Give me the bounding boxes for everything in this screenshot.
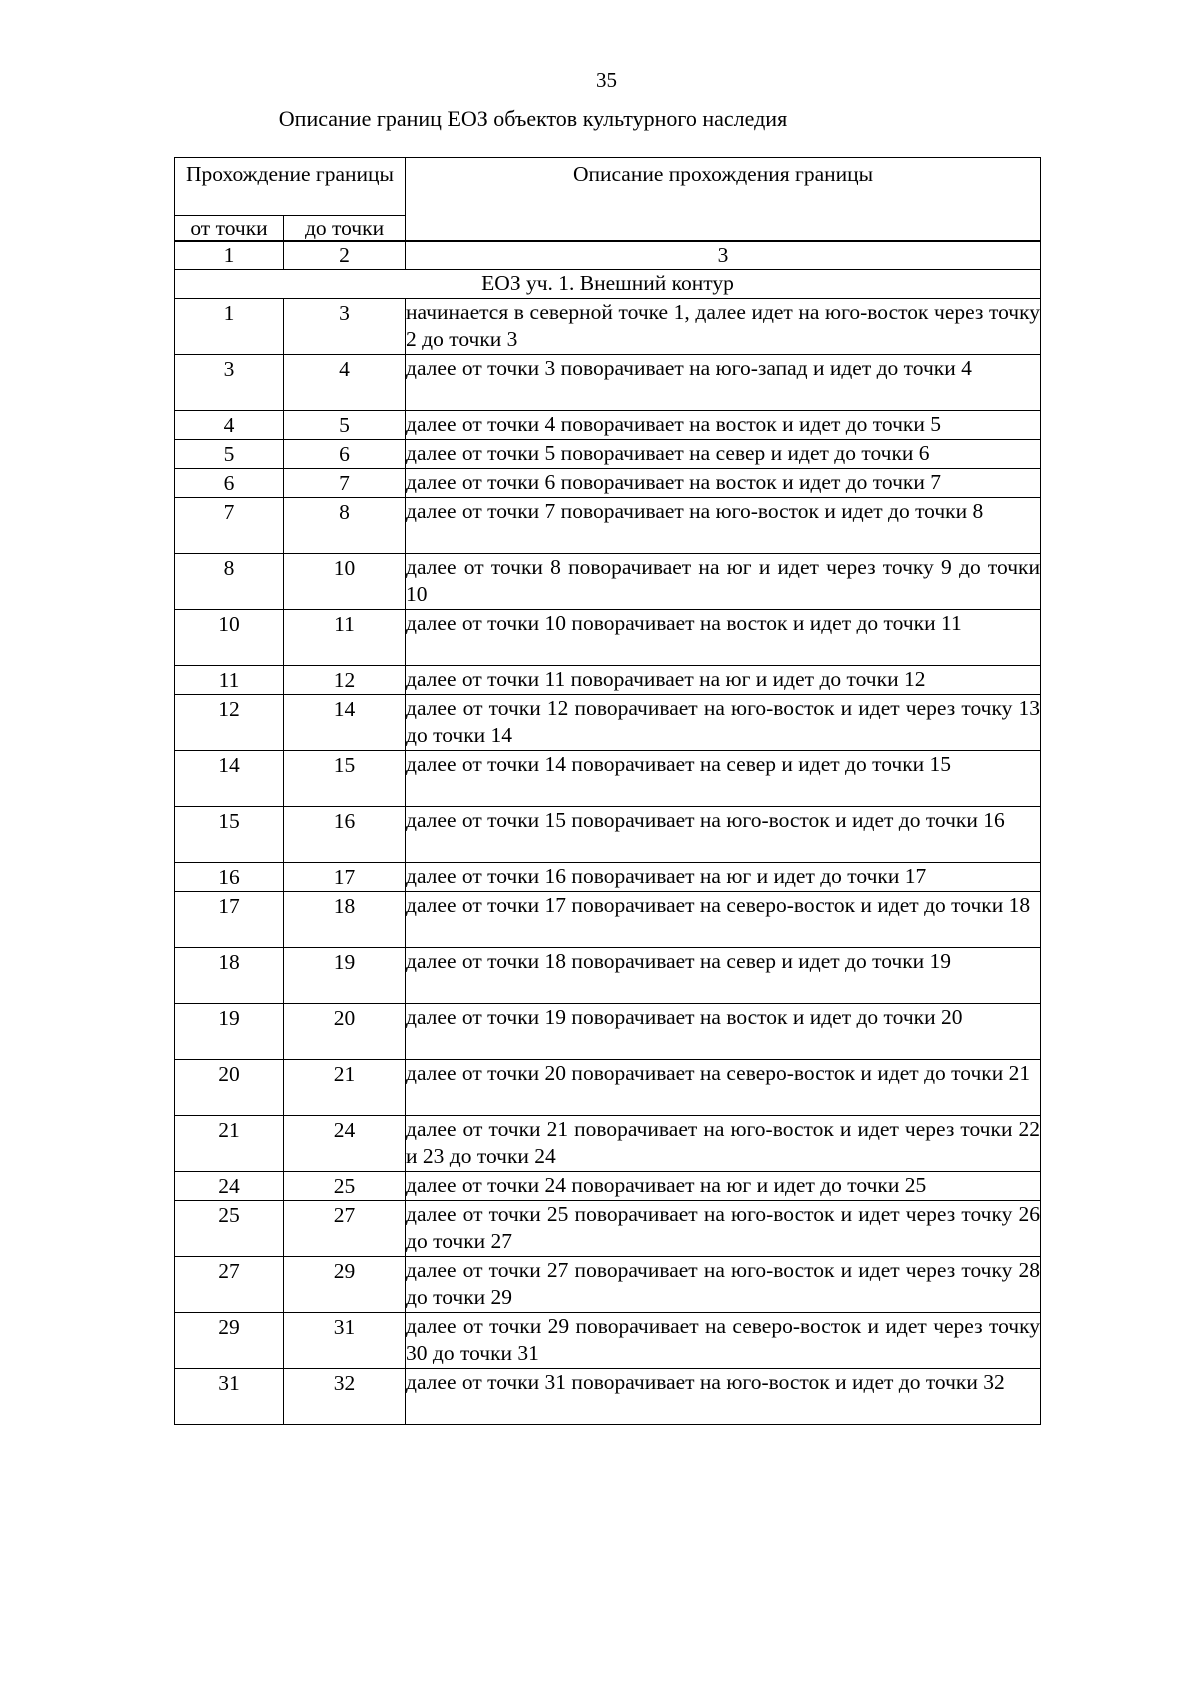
to-point-cell: 25 xyxy=(284,1172,406,1201)
to-point-cell: 31 xyxy=(284,1313,406,1369)
description-cell: далее от точки 4 поворачивает на восток и идет до точки 5 xyxy=(406,411,1041,440)
document-title: Описание границ ЕОЗ объектов культурного наследия xyxy=(278,106,788,131)
from-point-cell: 8 xyxy=(175,554,284,610)
from-point-cell: 15 xyxy=(175,807,284,863)
description-cell: далее от точки 6 поворачивает на восток и идет до точки 7 xyxy=(406,469,1041,498)
table-row xyxy=(175,469,1041,498)
to-point-cell: 15 xyxy=(284,751,406,807)
to-point-cell: 24 xyxy=(284,1116,406,1172)
to-point-cell: 16 xyxy=(284,807,406,863)
description-cell: далее от точки 19 поворачивает на восток и идет до точки 20 xyxy=(406,1004,1041,1060)
description-cell: далее от точки 15 поворачивает на юго-восток и идет до точки 16 xyxy=(406,807,1041,863)
column-number-row xyxy=(175,241,1041,270)
table-row xyxy=(175,863,1041,892)
description-cell: далее от точки 3 поворачивает на юго-запад и идет до точки 4 xyxy=(406,355,1041,411)
from-point-cell: 5 xyxy=(175,440,284,469)
from-point-cell: 1 xyxy=(175,299,284,355)
table-row xyxy=(175,1060,1041,1116)
to-point-cell: 4 xyxy=(284,355,406,411)
from-point-cell: 31 xyxy=(175,1369,284,1425)
from-point-cell: 18 xyxy=(175,948,284,1004)
description-cell: далее от точки 25 поворачивает на юго-восток и идет через точку 26 до точки 27 xyxy=(406,1201,1041,1257)
from-point-cell: 24 xyxy=(175,1172,284,1201)
to-point-cell: 14 xyxy=(284,695,406,751)
boundary-table xyxy=(174,157,1041,1425)
from-point-cell: 29 xyxy=(175,1313,284,1369)
table-header-row xyxy=(175,158,1041,216)
to-point-cell: 10 xyxy=(284,554,406,610)
from-point-cell: 16 xyxy=(175,863,284,892)
description-cell: далее от точки 31 поворачивает на юго-восток и идет до точки 32 xyxy=(406,1369,1041,1425)
from-point-cell: 7 xyxy=(175,498,284,554)
table-row xyxy=(175,299,1041,355)
from-point-cell: 19 xyxy=(175,1004,284,1060)
header-description: Описание прохождения границы xyxy=(406,158,1041,242)
description-cell: далее от точки 10 поворачивает на восток и идет до точки 11 xyxy=(406,610,1041,666)
from-point-cell: 17 xyxy=(175,892,284,948)
to-point-cell: 18 xyxy=(284,892,406,948)
page-number: 35 xyxy=(596,68,617,92)
to-point-cell: 32 xyxy=(284,1369,406,1425)
group-row xyxy=(175,270,1041,299)
to-point-cell: 17 xyxy=(284,863,406,892)
table-row xyxy=(175,695,1041,751)
description-cell: далее от точки 7 поворачивает на юго-восток и идет до точки 8 xyxy=(406,498,1041,554)
description-cell: далее от точки 20 поворачивает на северо-восток и идет до точки 21 xyxy=(406,1060,1041,1116)
from-point-cell: 3 xyxy=(175,355,284,411)
table-row xyxy=(175,1172,1041,1201)
to-point-cell: 7 xyxy=(284,469,406,498)
to-point-cell: 12 xyxy=(284,666,406,695)
description-cell: начинается в северной точке 1, далее идет на юго-восток через точку 2 до точки 3 xyxy=(406,299,1041,355)
table-row xyxy=(175,440,1041,469)
from-point-cell: 14 xyxy=(175,751,284,807)
from-point-cell: 20 xyxy=(175,1060,284,1116)
description-cell: далее от точки 29 поворачивает на северо-восток и идет через точку 30 до точки 31 xyxy=(406,1313,1041,1369)
from-point-cell: 12 xyxy=(175,695,284,751)
description-cell: далее от точки 21 поворачивает на юго-восток и идет через точки 22 и 23 до точки 24 xyxy=(406,1116,1041,1172)
description-cell: далее от точки 8 поворачивает на юг и идет через точку 9 до точки 10 xyxy=(406,554,1041,610)
header-passage: Прохождение границы xyxy=(175,158,406,216)
table-row xyxy=(175,1369,1041,1425)
table-row xyxy=(175,1004,1041,1060)
from-point-cell: 4 xyxy=(175,411,284,440)
table-row xyxy=(175,498,1041,554)
to-point-cell: 20 xyxy=(284,1004,406,1060)
table-row xyxy=(175,892,1041,948)
to-point-cell: 27 xyxy=(284,1201,406,1257)
column-number: 2 xyxy=(284,241,406,270)
to-point-cell: 6 xyxy=(284,440,406,469)
table-row xyxy=(175,355,1041,411)
to-point-cell: 21 xyxy=(284,1060,406,1116)
to-point-cell: 29 xyxy=(284,1257,406,1313)
description-cell: далее от точки 17 поворачивает на северо-восток и идет до точки 18 xyxy=(406,892,1041,948)
from-point-cell: 6 xyxy=(175,469,284,498)
description-cell: далее от точки 16 поворачивает на юг и идет до точки 17 xyxy=(406,863,1041,892)
description-cell: далее от точки 24 поворачивает на юг и идет до точки 25 xyxy=(406,1172,1041,1201)
table-row xyxy=(175,554,1041,610)
to-point-cell: 8 xyxy=(284,498,406,554)
from-point-cell: 21 xyxy=(175,1116,284,1172)
table-row xyxy=(175,948,1041,1004)
from-point-cell: 10 xyxy=(175,610,284,666)
header-from: от точки xyxy=(175,216,284,242)
table-row xyxy=(175,751,1041,807)
description-cell: далее от точки 5 поворачивает на север и идет до точки 6 xyxy=(406,440,1041,469)
table-row xyxy=(175,610,1041,666)
to-point-cell: 11 xyxy=(284,610,406,666)
to-point-cell: 3 xyxy=(284,299,406,355)
table-row xyxy=(175,1116,1041,1172)
table-row xyxy=(175,807,1041,863)
from-point-cell: 11 xyxy=(175,666,284,695)
description-cell: далее от точки 11 поворачивает на юг и идет до точки 12 xyxy=(406,666,1041,695)
column-number: 1 xyxy=(175,241,284,270)
from-point-cell: 25 xyxy=(175,1201,284,1257)
description-cell: далее от точки 12 поворачивает на юго-восток и идет через точку 13 до точки 14 xyxy=(406,695,1041,751)
description-cell: далее от точки 18 поворачивает на север и идет до точки 19 xyxy=(406,948,1041,1004)
description-cell: далее от точки 27 поворачивает на юго-восток и идет через точку 28 до точки 29 xyxy=(406,1257,1041,1313)
table-row xyxy=(175,666,1041,695)
table-row xyxy=(175,1201,1041,1257)
table-row xyxy=(175,1257,1041,1313)
column-number: 3 xyxy=(406,241,1041,270)
from-point-cell: 27 xyxy=(175,1257,284,1313)
to-point-cell: 5 xyxy=(284,411,406,440)
to-point-cell: 19 xyxy=(284,948,406,1004)
header-to: до точки xyxy=(284,216,406,242)
table-row xyxy=(175,411,1041,440)
description-cell: далее от точки 14 поворачивает на север и идет до точки 15 xyxy=(406,751,1041,807)
group-title: ЕОЗ уч. 1. Внешний контур xyxy=(175,270,1041,299)
table-row xyxy=(175,1313,1041,1369)
